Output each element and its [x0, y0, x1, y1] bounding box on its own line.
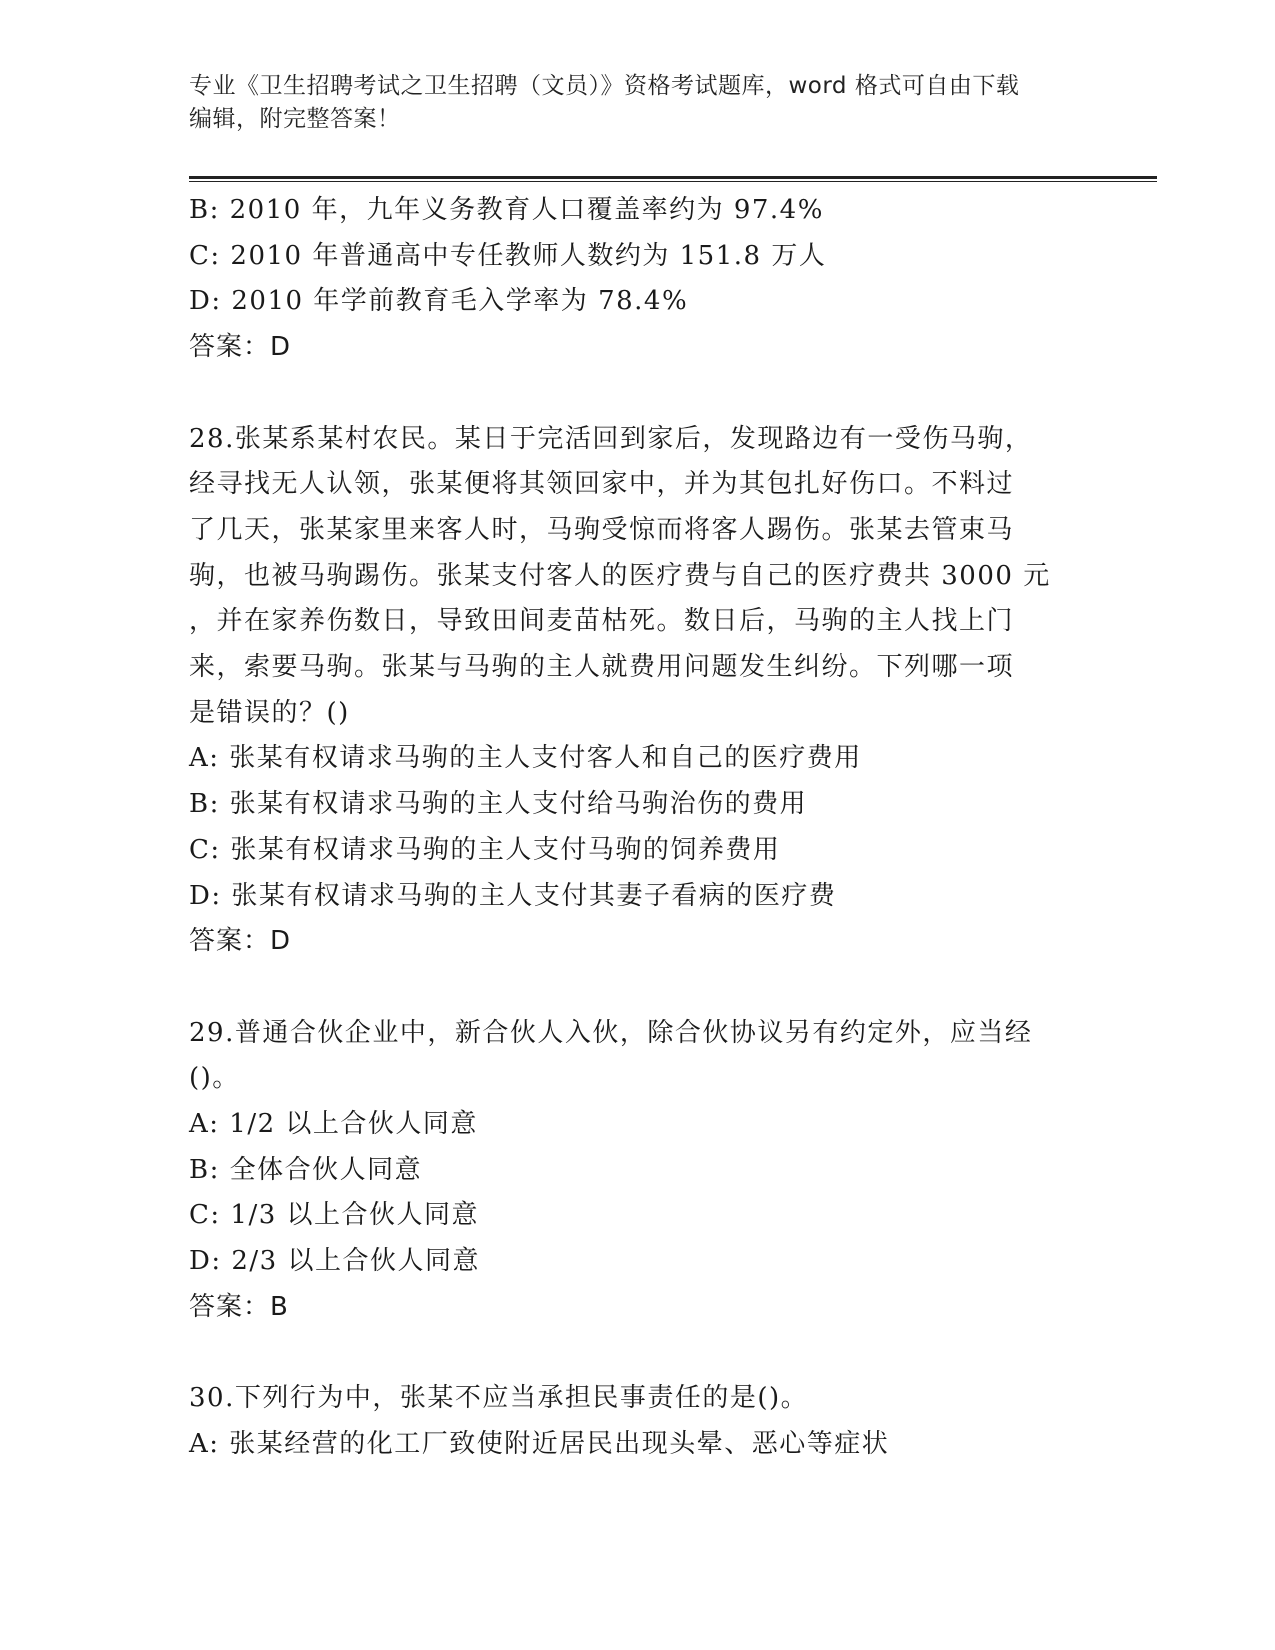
- document-body: [189, 188, 1089, 1468]
- header-divider: [189, 176, 1157, 182]
- q28-stem-line: 来，索要马驹。张某与马驹的主人就费用问题发生纠纷。下列哪一项: [189, 652, 1015, 683]
- q29-option-d: D: 2/3 以上合伙人同意: [189, 1246, 480, 1277]
- q28-stem-line: 了几天，张某家里来客人时，马驹受惊而将客人踢伤。张某去管束马: [189, 514, 1015, 545]
- q28-answer: 答案：D: [189, 926, 292, 957]
- q29-option-b: B: 全体合伙人同意: [189, 1154, 423, 1185]
- q28-stem-line: 28.张某系某村农民。某日于完活回到家后，发现路边有一受伤马驹，: [189, 423, 1033, 454]
- question-29: [189, 1011, 1089, 1331]
- q29-option-c: C: 1/3 以上合伙人同意: [189, 1200, 480, 1231]
- spacer: [189, 965, 1089, 1011]
- header-line-2: 编辑，附完整答案！: [189, 106, 401, 132]
- q28-stem-line: 是错误的？(): [189, 697, 350, 728]
- q28-option-b: B: 张某有权请求马驹的主人支付给马驹治伤的费用: [189, 789, 808, 820]
- header-line-1: 专业《卫生招聘考试之卫生招聘（文员）》资格考试题库，word 格式可自由下载: [189, 73, 1020, 99]
- spacer: [189, 1331, 1089, 1377]
- q29-answer: 答案：B: [189, 1291, 289, 1322]
- q27-option-d: D: 2010 年学前教育毛入学率为 78.4%: [189, 286, 689, 317]
- q28-stem-line: ，并在家养伤数日，导致田间麦苗枯死。数日后，马驹的主人找上门: [189, 606, 1015, 637]
- q28-option-c: C: 张某有权请求马驹的主人支付马驹的饲养费用: [189, 834, 781, 865]
- document-header: [189, 70, 1079, 136]
- question-27: [189, 188, 1089, 371]
- q29-option-a: A: 1/2 以上合伙人同意: [189, 1109, 478, 1140]
- q27-option-c: C: 2010 年普通高中专任教师人数约为 151.8 万人: [189, 240, 827, 271]
- spacer: [189, 371, 1089, 417]
- q27-option-b: B: 2010 年，九年义务教育人口覆盖率约为 97.4%: [189, 195, 824, 225]
- q28-stem-line: 驹，也被马驹踢伤。张某支付客人的医疗费与自己的医疗费共 3000 元: [189, 560, 1051, 591]
- q30-option-a: A: 张某经营的化工厂致使附近居民出现头晕、恶心等症状: [189, 1428, 890, 1459]
- q27-answer: 答案：D: [189, 332, 292, 363]
- q29-stem-line: 29.普通合伙企业中，新合伙人入伙，除合伙协议另有约定外，应当经: [189, 1017, 1033, 1048]
- question-28: [189, 417, 1089, 965]
- q28-option-a: A: 张某有权请求马驹的主人支付客人和自己的医疗费用: [189, 743, 862, 774]
- question-30: [189, 1376, 1089, 1467]
- q29-stem-line: ()。: [189, 1063, 240, 1094]
- q30-stem-line: 30.下列行为中，张某不应当承担民事责任的是()。: [189, 1383, 809, 1414]
- q28-stem-line: 经寻找无人认领，张某便将其领回家中，并为其包扎好伤口。不料过: [189, 469, 1015, 500]
- q28-option-d: D: 张某有权请求马驹的主人支付其妻子看病的医疗费: [189, 880, 837, 911]
